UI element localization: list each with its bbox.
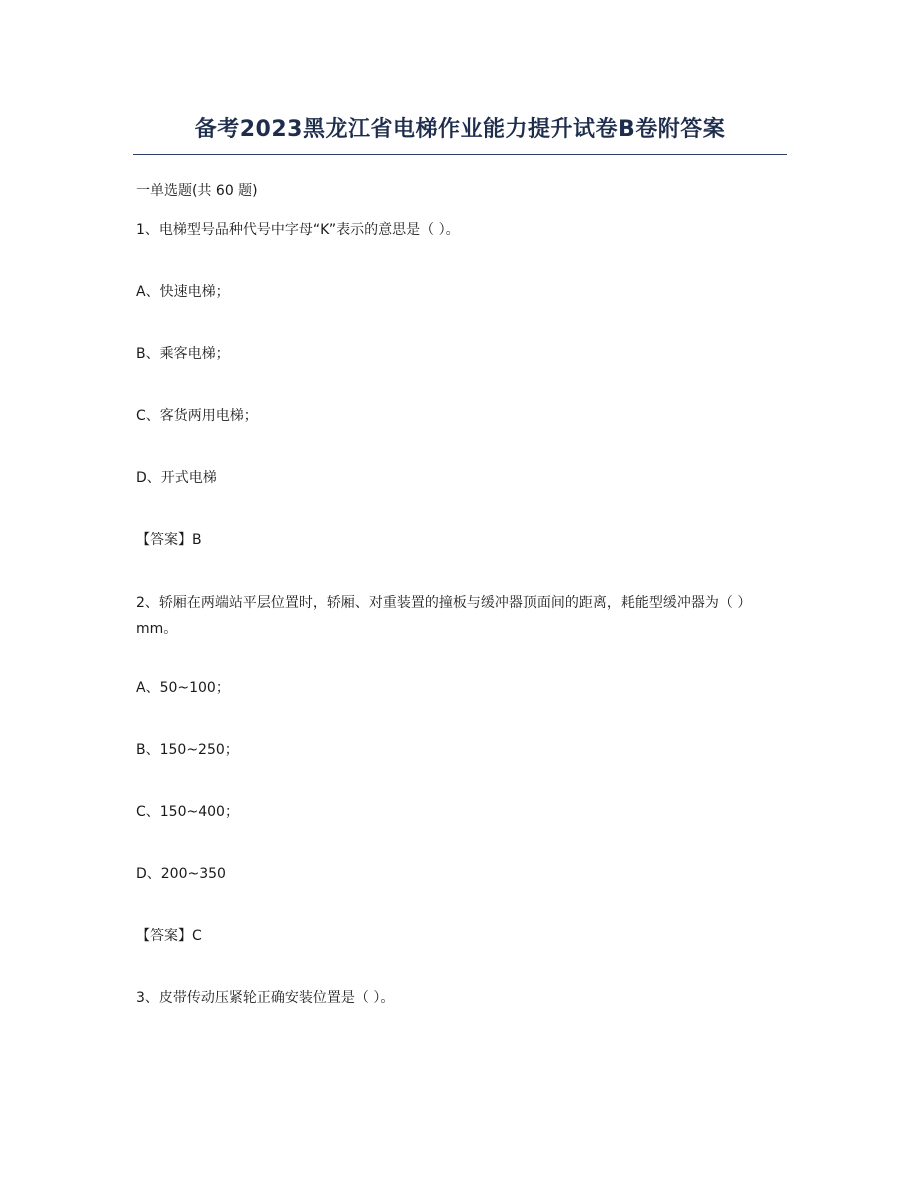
question-2-option-b: B、150~250； xyxy=(136,742,239,758)
question-1-option-a: A、快速电梯； xyxy=(136,284,230,300)
question-1-option-d: D、开式电梯 xyxy=(136,470,217,486)
question-3-stem: 3、皮带传动压紧轮正确安装位置是（ ）。 xyxy=(136,990,395,1006)
question-1-answer: 【答案】B xyxy=(136,532,202,548)
question-1-stem: 1、电梯型号品种代号中字母“K”表示的意思是（ ）。 xyxy=(136,222,460,238)
document-title: 备考2023黑龙江省电梯作业能力提升试卷B卷附答案 xyxy=(194,117,726,142)
question-1-option-b: B、乘客电梯； xyxy=(136,346,230,362)
question-2-answer: 【答案】C xyxy=(136,928,202,944)
title-underline xyxy=(133,154,787,155)
question-1-option-c: C、客货两用电梯； xyxy=(136,408,258,424)
question-2-option-a: A、50~100； xyxy=(136,680,230,696)
section-heading: 一单选题(共 60 题) xyxy=(136,183,258,199)
question-2-option-c: C、150~400； xyxy=(136,804,239,820)
question-2-stem: 2、轿厢在两端站平层位置时，轿厢、对重装置的撞板与缓冲器顶面间的距离，耗能型缓冲器为（ ）mm。 xyxy=(136,595,752,637)
question-2-option-d: D、200~350 xyxy=(136,866,226,882)
